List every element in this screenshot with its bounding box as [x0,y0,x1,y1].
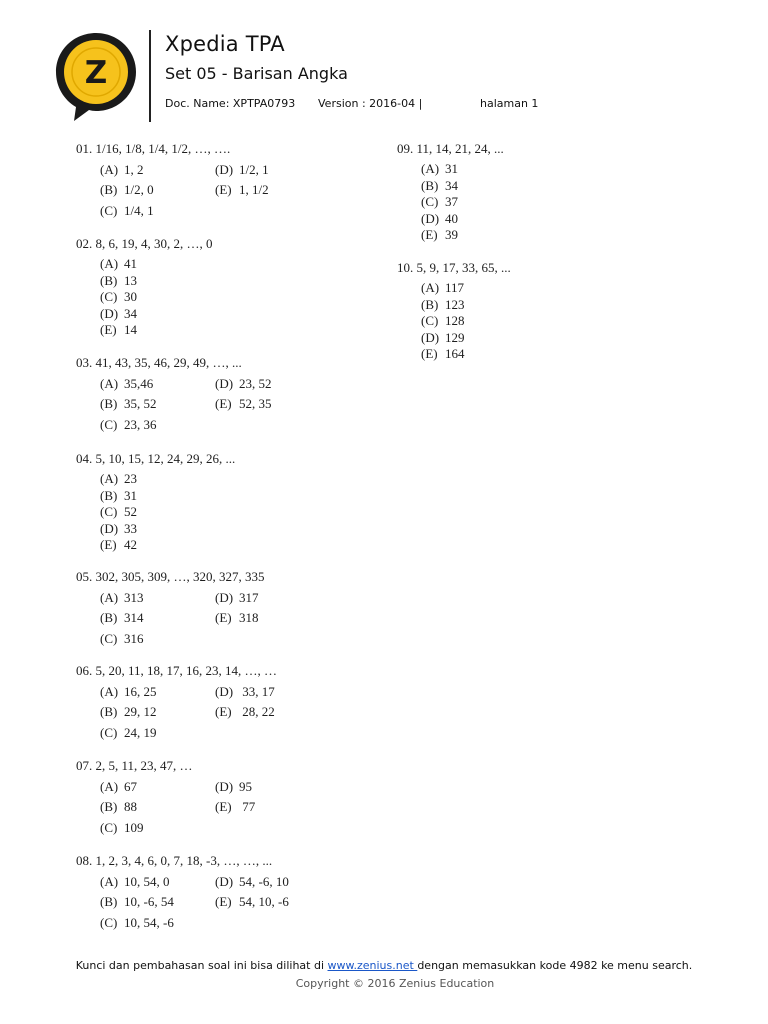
answer-option[interactable] [215,894,289,910]
question-stem [76,141,376,157]
footer-note-end: dengan memasukkan kode 4982 ke menu search. [417,959,693,972]
option-letter: (D) [100,305,119,321]
option-text: 318 [239,610,259,625]
document-subtitle: Set 05 - Barisan Angka [165,64,348,83]
option-letter: (C) [100,203,118,218]
answer-option[interactable] [421,330,465,346]
answer-option[interactable] [215,779,252,795]
answer-option[interactable] [421,178,458,194]
question-number: 10. [397,260,414,275]
option-text: 31 [445,161,458,176]
option-text: 33, 17 [239,684,275,699]
question-text: 11, 14, 21, 24, ... [416,141,504,156]
question-text: 1/16, 1/8, 1/4, 1/2, …, …. [95,141,231,156]
answer-option[interactable] [100,376,153,392]
copyright: Copyright © 2016 Zenius Education [295,977,495,990]
option-text: 123 [445,296,465,312]
option-letter: (D) [215,779,234,794]
option-letter: (D) [215,376,234,391]
option-text: 316 [124,631,144,646]
answer-option[interactable] [421,297,465,313]
zenius-link[interactable]: www.zenius.net [327,959,418,972]
question-text: 8, 6, 19, 4, 30, 2, …, 0 [95,236,213,251]
footer-note-start: Kunci dan pembahasan soal ini bisa dilihat di [75,959,328,972]
option-text: 1/2, 0 [124,182,154,197]
answer-option[interactable] [100,488,137,504]
option-text: 23, 36 [124,417,157,432]
question-number: 08. [76,853,93,868]
question-7 [76,758,376,868]
option-letter: (E) [215,894,232,909]
option-letter: (C) [100,417,118,432]
option-letter: (B) [100,799,118,814]
answer-option[interactable] [100,537,137,553]
answer-option[interactable] [100,631,144,647]
option-letter: (D) [215,162,234,177]
option-letter: (B) [100,704,118,719]
answer-option[interactable] [100,289,137,305]
answer-option[interactable] [215,684,275,700]
zenius-logo [52,30,140,122]
question-stem [397,141,697,157]
question-stem [397,260,697,276]
option-letter: (C) [421,313,439,328]
option-text: 54, -6, 10 [239,874,289,889]
answer-option[interactable] [100,684,157,700]
answer-option[interactable] [421,313,465,329]
option-text: 35, 52 [124,396,157,411]
question-3 [76,355,376,465]
answer-option[interactable] [215,162,269,178]
question-stem [76,451,376,467]
option-letter: (D) [215,590,234,605]
option-letter: (E) [215,704,232,719]
answer-option[interactable] [421,211,458,227]
option-letter: (D) [215,874,234,889]
option-letter: (D) [421,329,440,345]
answer-option[interactable] [100,203,154,219]
option-text: 33 [124,520,137,536]
answer-option[interactable] [215,874,289,890]
question-number: 05. [76,569,93,584]
question-text: 2, 5, 11, 23, 47, … [95,758,193,773]
option-letter: (B) [100,182,118,197]
option-text: 1, 1/2 [239,182,269,197]
answer-option[interactable] [421,280,464,296]
option-text: 14 [124,322,137,337]
option-letter: (E) [215,182,232,197]
option-text: 37 [445,194,458,209]
option-letter: (E) [421,346,438,361]
question-9 [397,141,697,251]
option-text: 54, 10, -6 [239,894,289,909]
option-letter: (E) [215,799,232,814]
question-number: 03. [76,355,93,370]
option-letter: (D) [215,684,234,699]
option-letter: (A) [100,874,119,889]
answer-option[interactable] [100,306,137,322]
question-stem [76,663,376,679]
answer-option[interactable] [421,227,458,243]
option-text: 23 [124,471,137,486]
answer-option[interactable] [100,417,157,433]
option-text: 128 [445,313,465,328]
answer-option[interactable] [100,322,137,338]
option-text: 52 [124,504,137,519]
option-text: 40 [445,210,458,226]
answer-option[interactable] [100,799,137,815]
option-text: 10, -6, 54 [124,894,174,909]
option-letter: (C) [100,820,118,835]
option-letter: (A) [100,471,119,486]
option-letter: (B) [100,610,118,625]
option-letter: (B) [100,487,118,503]
answer-option[interactable] [215,182,269,198]
answer-option[interactable] [100,915,174,931]
option-letter: (A) [100,779,119,794]
question-number: 01. [76,141,93,156]
option-text: 23, 52 [239,376,272,391]
question-2 [76,236,376,346]
doc-name: Doc. Name: XPTPA0793 [165,97,296,110]
option-text: 313 [124,590,144,605]
option-text: 88 [124,799,137,814]
option-letter: (E) [100,537,117,552]
option-letter: (C) [100,915,118,930]
answer-option[interactable] [100,704,157,720]
logo-letter: Z [84,55,108,91]
option-letter: (C) [100,289,118,304]
answer-option[interactable] [100,162,144,178]
answer-option[interactable] [421,194,458,210]
answer-option[interactable] [100,256,137,272]
answer-option[interactable] [215,396,272,412]
option-letter: (D) [421,210,440,226]
option-text: 10, 54, 0 [124,874,170,889]
option-text: 95 [239,779,252,794]
option-text: 67 [124,779,137,794]
option-text: 42 [124,537,137,552]
answer-option[interactable] [215,610,259,626]
question-stem [76,758,376,774]
option-letter: (B) [421,177,439,193]
option-text: 77 [239,799,256,814]
option-text: 30 [124,289,137,304]
option-letter: (A) [100,256,119,271]
answer-option[interactable] [100,471,137,487]
option-letter: (B) [100,396,118,411]
answer-option[interactable] [100,725,157,741]
option-letter: (E) [215,610,232,625]
answer-option[interactable] [100,590,144,606]
header-divider [149,30,151,122]
option-letter: (A) [100,162,119,177]
question-1 [76,141,376,251]
question-number: 09. [397,141,414,156]
option-text: 1, 2 [124,162,144,177]
answer-option[interactable] [100,504,137,520]
option-letter: (A) [100,590,119,605]
answer-option[interactable] [421,161,458,177]
option-letter: (E) [100,322,117,337]
answer-option[interactable] [421,346,465,362]
answer-option[interactable] [100,521,137,537]
question-8 [76,853,376,963]
option-letter: (E) [421,227,438,242]
option-letter: (C) [100,725,118,740]
option-text: 16, 25 [124,684,157,699]
document-title: Xpedia TPA [165,32,285,56]
question-number: 04. [76,451,93,466]
option-text: 13 [124,272,137,288]
option-text: 34 [445,177,458,193]
option-letter: (A) [421,280,440,295]
option-text: 24, 19 [124,725,157,740]
option-text: 1/4, 1 [124,203,154,218]
answer-option[interactable] [100,273,137,289]
answer-option[interactable] [100,820,144,836]
option-text: 109 [124,820,144,835]
question-number: 07. [76,758,93,773]
option-letter: (B) [100,894,118,909]
option-letter: (A) [100,684,119,699]
option-letter: (A) [421,161,440,176]
option-letter: (C) [100,631,118,646]
option-letter: (D) [100,520,119,536]
option-letter: (C) [100,504,118,519]
doc-version: Version : 2016-04 | [318,97,423,110]
page-number: halaman 1 [480,97,539,110]
question-number: 02. [76,236,93,251]
option-text: 35,46 [124,376,154,391]
answer-option[interactable] [100,874,170,890]
answer-option[interactable] [100,894,174,910]
question-text: 302, 305, 309, …, 320, 327, 335 [95,569,265,584]
question-stem [76,355,376,371]
option-text: 34 [124,305,137,321]
question-text: 1, 2, 3, 4, 6, 0, 7, 18, -3, …, …, ... [95,853,273,868]
answer-option[interactable] [215,376,272,392]
question-text: 5, 10, 15, 12, 24, 29, 26, ... [95,451,236,466]
option-text: 10, 54, -6 [124,915,174,930]
answer-option[interactable] [100,396,157,412]
question-6 [76,663,376,773]
footer-note [0,959,768,972]
answer-option[interactable] [215,704,275,720]
option-text: 314 [124,610,144,625]
option-letter: (E) [215,396,232,411]
question-text: 5, 9, 17, 33, 65, ... [416,260,511,275]
option-text: 1/2, 1 [239,162,269,177]
question-10 [397,260,697,370]
question-4 [76,451,376,561]
answer-option[interactable] [100,779,137,795]
option-letter: (A) [100,376,119,391]
question-text: 41, 43, 35, 46, 29, 49, …, ... [95,355,242,370]
option-letter: (B) [100,272,118,288]
option-text: 41 [124,256,137,271]
option-letter: (C) [421,194,439,209]
question-number: 06. [76,663,93,678]
option-text: 39 [445,227,458,242]
option-text: 317 [239,590,259,605]
option-text: 29, 12 [124,704,157,719]
option-text: 28, 22 [239,704,275,719]
option-text: 164 [445,346,465,361]
option-text: 52, 35 [239,396,272,411]
option-text: 129 [445,329,465,345]
answer-option[interactable] [215,590,259,606]
answer-option[interactable] [100,182,154,198]
option-text: 117 [445,280,465,295]
question-stem [76,569,376,585]
answer-option[interactable] [100,610,144,626]
zenius-logo-icon [52,30,140,122]
answer-option[interactable] [215,799,255,815]
question-stem [76,236,376,252]
question-stem [76,853,376,869]
option-letter: (B) [421,296,439,312]
question-text: 5, 20, 11, 18, 17, 16, 23, 14, …, … [95,663,278,678]
option-text: 31 [124,487,137,503]
